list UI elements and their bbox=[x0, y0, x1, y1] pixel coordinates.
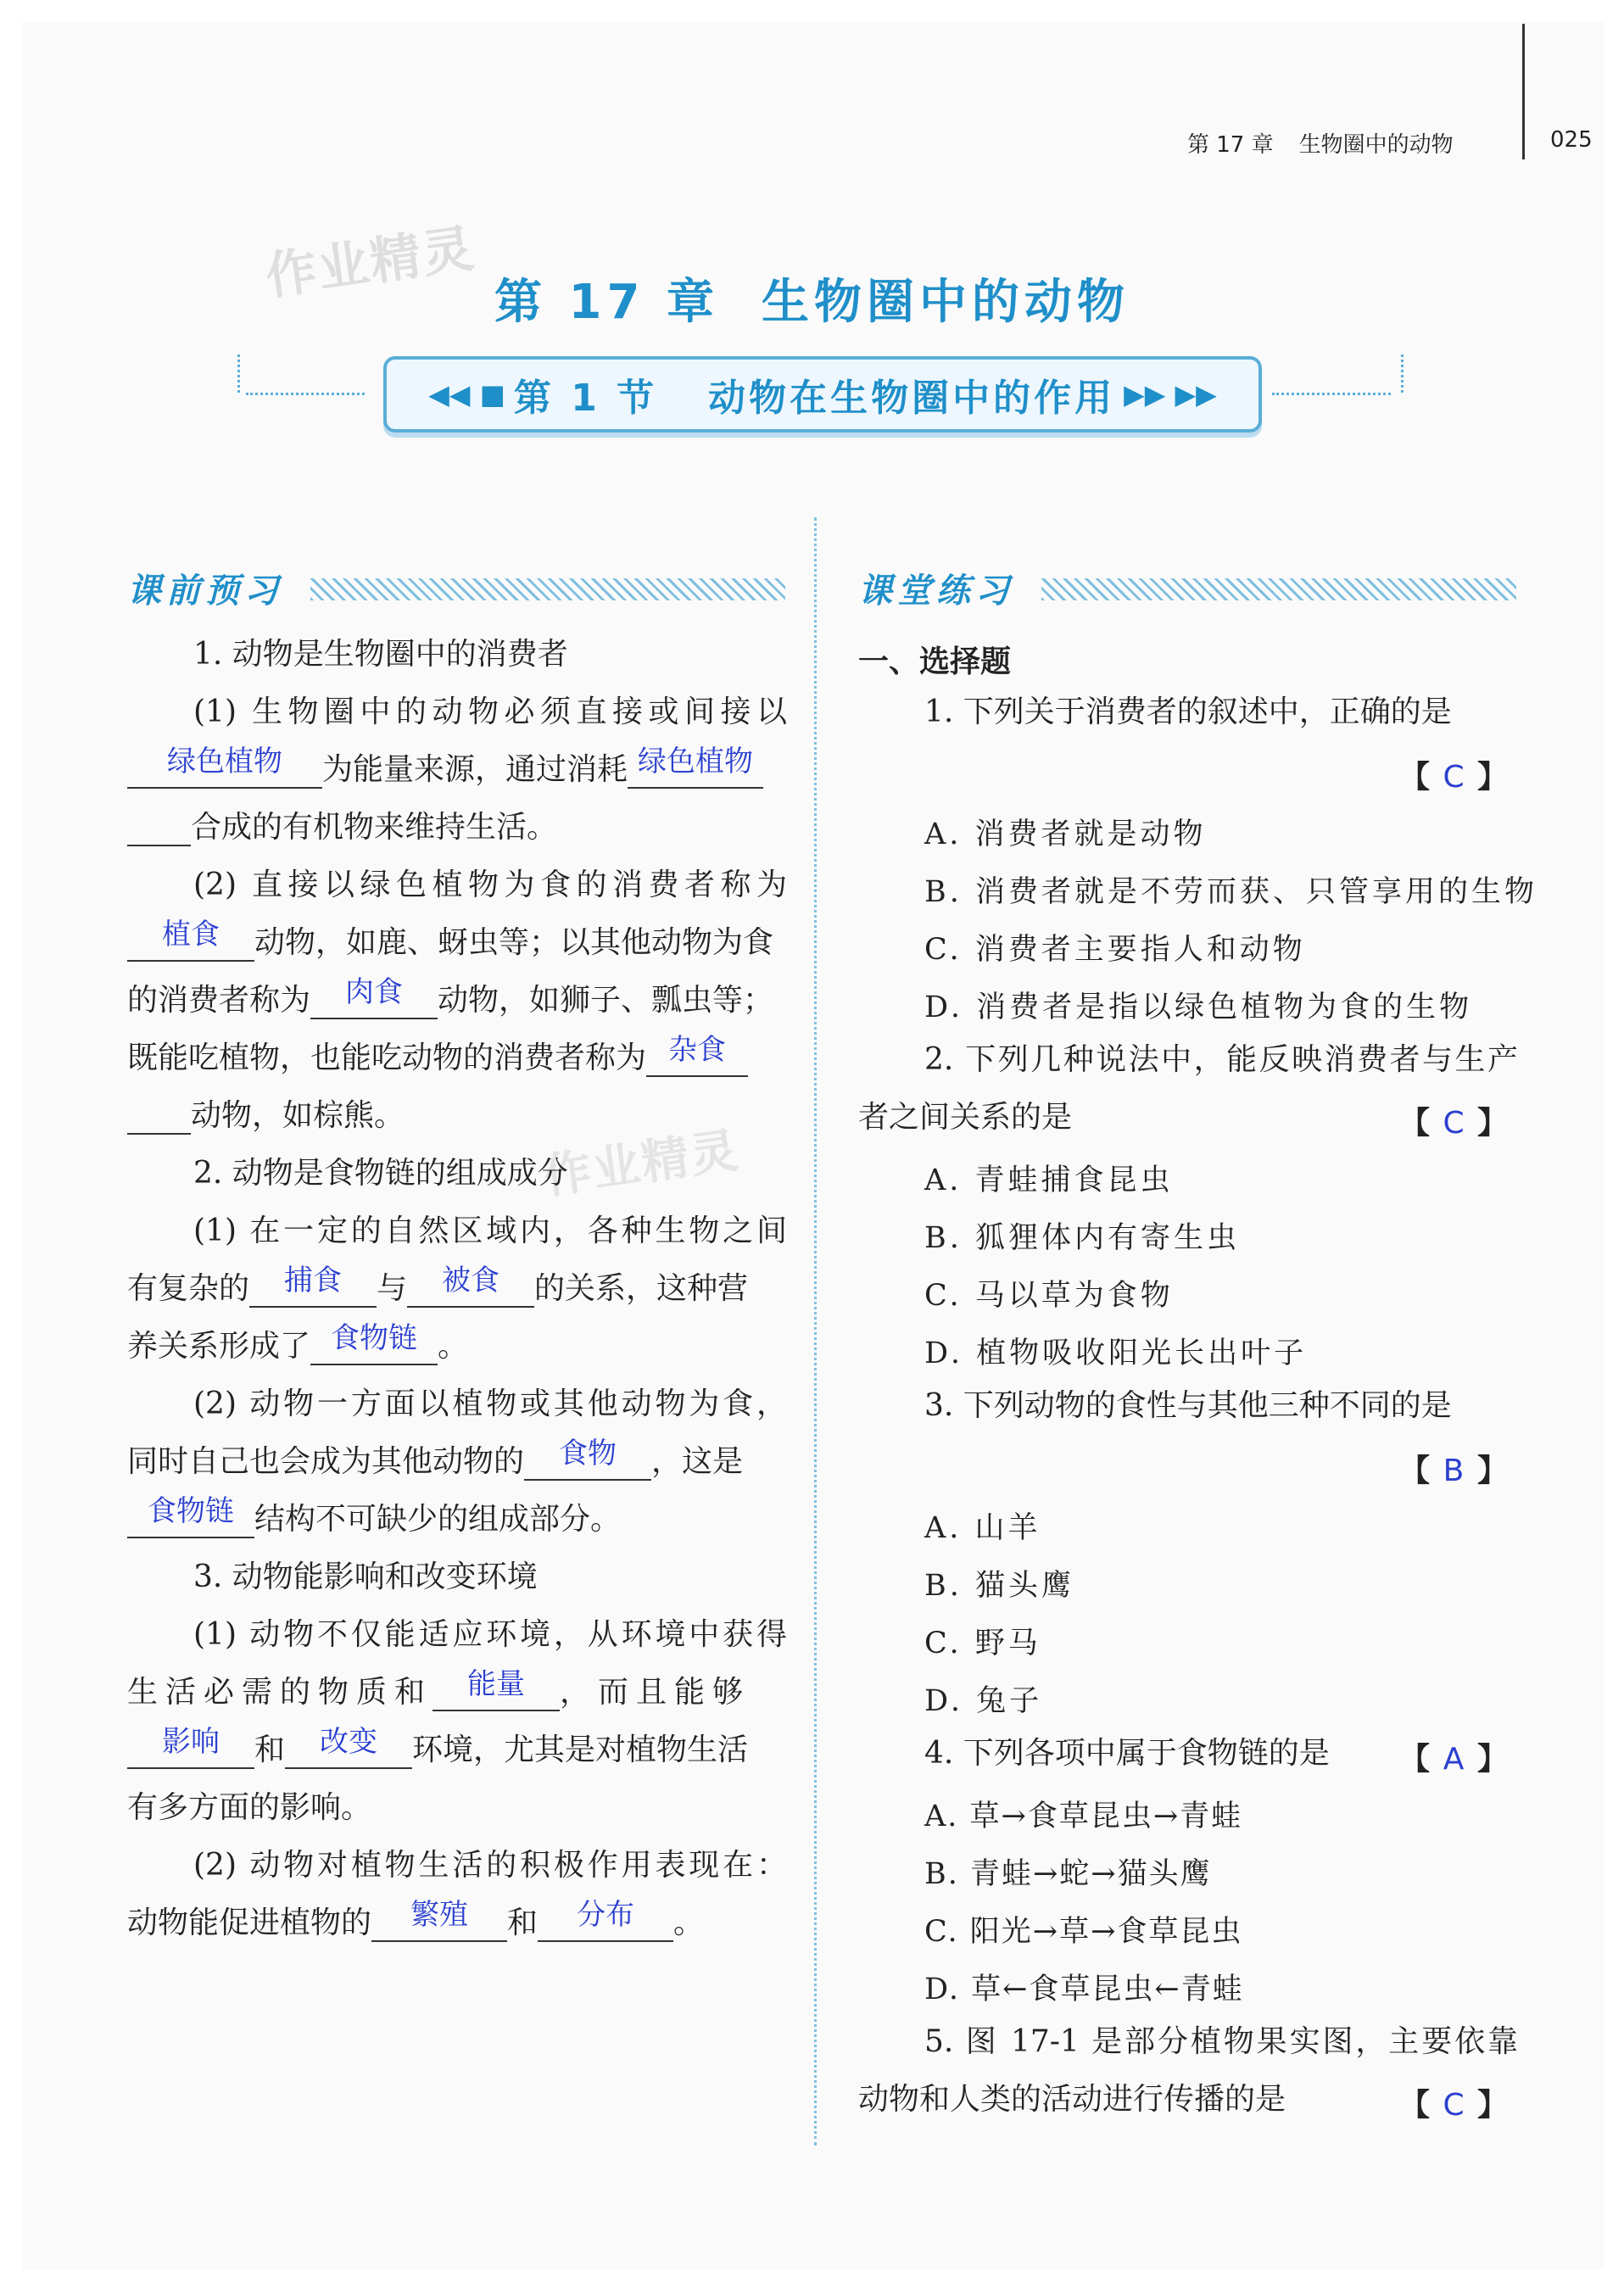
answer-blank bbox=[127, 1494, 254, 1538]
running-header bbox=[1187, 127, 1454, 159]
section-number: 第 1 节 bbox=[513, 377, 658, 420]
preview-text: 绿色植物 为能量来源，通过消耗 绿色植物 bbox=[127, 751, 763, 789]
handwritten-answer: 繁殖 bbox=[410, 1898, 469, 1932]
banner-decoration bbox=[1391, 354, 1404, 393]
handwritten-answer: 食物链 bbox=[331, 1321, 418, 1355]
forward-icon: ▶▶ ▶▶ bbox=[1124, 378, 1217, 410]
preview-text: (1) 动物不仅能适应环境，从环境中获得 bbox=[193, 1617, 787, 1652]
option: B. 消费者就是不劳而获、只管享用的生物 bbox=[924, 875, 1537, 909]
banner-decoration bbox=[1272, 393, 1391, 395]
handwritten-answer: 分布 bbox=[577, 1898, 635, 1932]
answer-blank bbox=[407, 1264, 534, 1308]
answer-blank bbox=[249, 1264, 377, 1308]
handwritten-answer: 改变 bbox=[320, 1725, 378, 1759]
handwritten-answer: 捕食 bbox=[284, 1264, 343, 1297]
option: A. 消费者就是动物 bbox=[924, 818, 1207, 851]
banner-decoration bbox=[246, 393, 365, 395]
answer-blank bbox=[285, 1725, 412, 1769]
handwritten-answer: 被食 bbox=[442, 1264, 500, 1297]
answer-blank bbox=[127, 811, 191, 846]
option: C. 野马 bbox=[924, 1627, 1041, 1660]
handwritten-answer: 绿色植物 bbox=[638, 745, 754, 778]
handwritten-answer: A bbox=[1443, 1742, 1465, 1777]
preview-heading: 课前预习 bbox=[127, 572, 283, 611]
preview-text: 有复杂的 捕食 与 被食 的关系，这种营 bbox=[127, 1264, 749, 1306]
handwritten-answer: 绿色植物 bbox=[167, 745, 282, 778]
header-rule bbox=[1522, 24, 1525, 159]
question-stem: 4. 下列各项中属于食物链的是 bbox=[924, 1736, 1330, 1771]
question-stem: 5. 图 17-1 是部分植物果实图，主要依靠 bbox=[924, 2024, 1518, 2059]
option: B. 猫头鹰 bbox=[924, 1569, 1074, 1603]
answer-blank bbox=[127, 1725, 254, 1769]
preview-text: 食物链 结构不可缺少的组成部分。 bbox=[127, 1501, 621, 1538]
column-divider bbox=[814, 517, 817, 2146]
preview-text: 既能吃植物，也能吃动物的消费者称为 杂食 bbox=[127, 1040, 748, 1077]
answer-blank bbox=[127, 745, 322, 789]
handwritten-answer: B bbox=[1443, 1454, 1465, 1488]
heading-stripes bbox=[310, 578, 785, 600]
answer-blank bbox=[371, 1898, 507, 1942]
answer-bracket: 【 C 】 bbox=[1399, 2087, 1509, 2123]
answer-blank bbox=[628, 745, 763, 789]
question-stem: 1. 下列关于消费者的叙述中，正确的是 bbox=[924, 695, 1452, 729]
answer-blank bbox=[524, 1437, 651, 1481]
option: D. 消费者是指以绿色植物为食的生物 bbox=[924, 991, 1473, 1024]
preview-item-1-title: 1. 动物是生物圈中的消费者 bbox=[193, 637, 568, 672]
preview-text: 养关系形成了 食物链 。 bbox=[127, 1321, 469, 1364]
option: D. 植物吸收阳光长出叶子 bbox=[924, 1337, 1308, 1370]
watermark: 作业精灵 bbox=[540, 1123, 744, 1205]
question-stem: 者之间关系的是 bbox=[858, 1100, 1073, 1135]
preview-text: 植食 动物，如鹿、蚜虫等；以其他动物为食 bbox=[127, 924, 773, 962]
answer-blank bbox=[433, 1667, 560, 1711]
preview-text: (2) 动物对植物生活的积极作用表现在： bbox=[193, 1848, 787, 1883]
handwritten-answer: 能量 bbox=[467, 1667, 526, 1701]
option: A. 草→食草昆虫→青蛙 bbox=[924, 1800, 1243, 1833]
section-banner bbox=[383, 356, 1262, 432]
handwritten-answer: 植食 bbox=[162, 918, 220, 951]
answer-blank bbox=[127, 918, 254, 962]
preview-text: 合成的有机物来维持生活。 bbox=[127, 809, 557, 846]
watermark: 作业精灵 bbox=[262, 219, 479, 307]
preview-text: 同时自己也会成为其他动物的 食物 ，这是 bbox=[127, 1437, 744, 1479]
practice-heading: 课堂练习 bbox=[858, 572, 1014, 611]
answer-bracket: 【 B 】 bbox=[1399, 1453, 1509, 1488]
option: B. 狐狸体内有寄生虫 bbox=[924, 1221, 1240, 1255]
chapter-name: 生物圈中的动物 bbox=[761, 275, 1130, 330]
answer-bracket: 【 C 】 bbox=[1399, 1105, 1509, 1141]
preview-text: 生活必需的物质和 能量 ，而且能够 bbox=[127, 1667, 751, 1710]
handwritten-answer: 影响 bbox=[162, 1725, 220, 1759]
chapter-title bbox=[0, 265, 1624, 332]
handwritten-answer: 肉食 bbox=[345, 975, 404, 1009]
answer-blank bbox=[127, 1099, 191, 1135]
preview-text: (1) 生物圈中的动物必须直接或间接以 bbox=[193, 695, 787, 729]
preview-text: 动物能促进植物的 繁殖 和 分布 。 bbox=[127, 1898, 705, 1940]
handwritten-answer: C bbox=[1443, 760, 1465, 795]
handwritten-answer: C bbox=[1443, 2088, 1465, 2123]
header-chapter-name: 生物圈中的动物 bbox=[1298, 132, 1454, 158]
handwritten-answer: 食物 bbox=[559, 1437, 617, 1470]
answer-blank bbox=[310, 975, 438, 1019]
option: C. 消费者主要指人和动物 bbox=[924, 933, 1306, 967]
handwritten-answer: 食物链 bbox=[148, 1494, 234, 1528]
answer-blank bbox=[310, 1321, 438, 1365]
page-number: 025 bbox=[1550, 127, 1593, 153]
answer-bracket: 【 C 】 bbox=[1399, 759, 1509, 795]
preview-text: 的消费者称为 肉食 动物，如狮子、瓢虫等； bbox=[127, 975, 774, 1018]
question-stem: 3. 下列动物的食性与其他三种不同的是 bbox=[924, 1388, 1452, 1423]
preview-text: 影响 和 改变 环境，尤其是对植物生活 bbox=[127, 1732, 748, 1769]
preview-item-3-title: 3. 动物能影响和改变环境 bbox=[193, 1560, 538, 1594]
preview-text: 动物，如棕熊。 bbox=[127, 1097, 405, 1135]
option: A. 青蛙捕食昆虫 bbox=[924, 1164, 1174, 1197]
question-stem: 动物和人类的活动进行传播的是 bbox=[858, 2082, 1286, 2117]
option: A. 山羊 bbox=[924, 1511, 1041, 1545]
preview-text: (1) 在一定的自然区域内，各种生物之间 bbox=[193, 1214, 787, 1248]
section-name: 动物在生物圈中的作用 bbox=[708, 377, 1116, 420]
option: D. 兔子 bbox=[924, 1684, 1043, 1718]
chapter-number: 第 17 章 bbox=[494, 275, 719, 330]
header-chapter: 第 17 章 bbox=[1187, 132, 1274, 158]
handwritten-answer: 杂食 bbox=[668, 1033, 727, 1067]
preview-item-2-title: 2. 动物是食物链的组成成分 bbox=[193, 1156, 568, 1191]
answer-bracket: 【 A 】 bbox=[1399, 1741, 1509, 1777]
banner-decoration bbox=[237, 354, 250, 393]
option: C. 阳光→草→食草昆虫 bbox=[924, 1915, 1243, 1949]
question-type-heading: 一、选择题 bbox=[858, 645, 1012, 679]
preview-text: (2) 直接以绿色植物为食的消费者称为 bbox=[193, 868, 787, 902]
question-stem: 2. 下列几种说法中，能反映消费者与生产 bbox=[924, 1042, 1518, 1077]
heading-stripes bbox=[1041, 578, 1516, 600]
handwritten-answer: C bbox=[1443, 1106, 1465, 1141]
answer-blank bbox=[538, 1898, 673, 1942]
rewind-icon: ◀◀ ■ bbox=[428, 378, 505, 410]
answer-blank bbox=[646, 1033, 748, 1077]
option: B. 青蛙→蛇→猫头鹰 bbox=[924, 1857, 1212, 1891]
preview-text: 有多方面的影响。 bbox=[127, 1790, 372, 1825]
option: D. 草←食草昆虫←青蛙 bbox=[924, 1973, 1244, 2006]
option: C. 马以草为食物 bbox=[924, 1279, 1174, 1313]
preview-text: (2) 动物一方面以植物或其他动物为食， bbox=[193, 1387, 787, 1421]
